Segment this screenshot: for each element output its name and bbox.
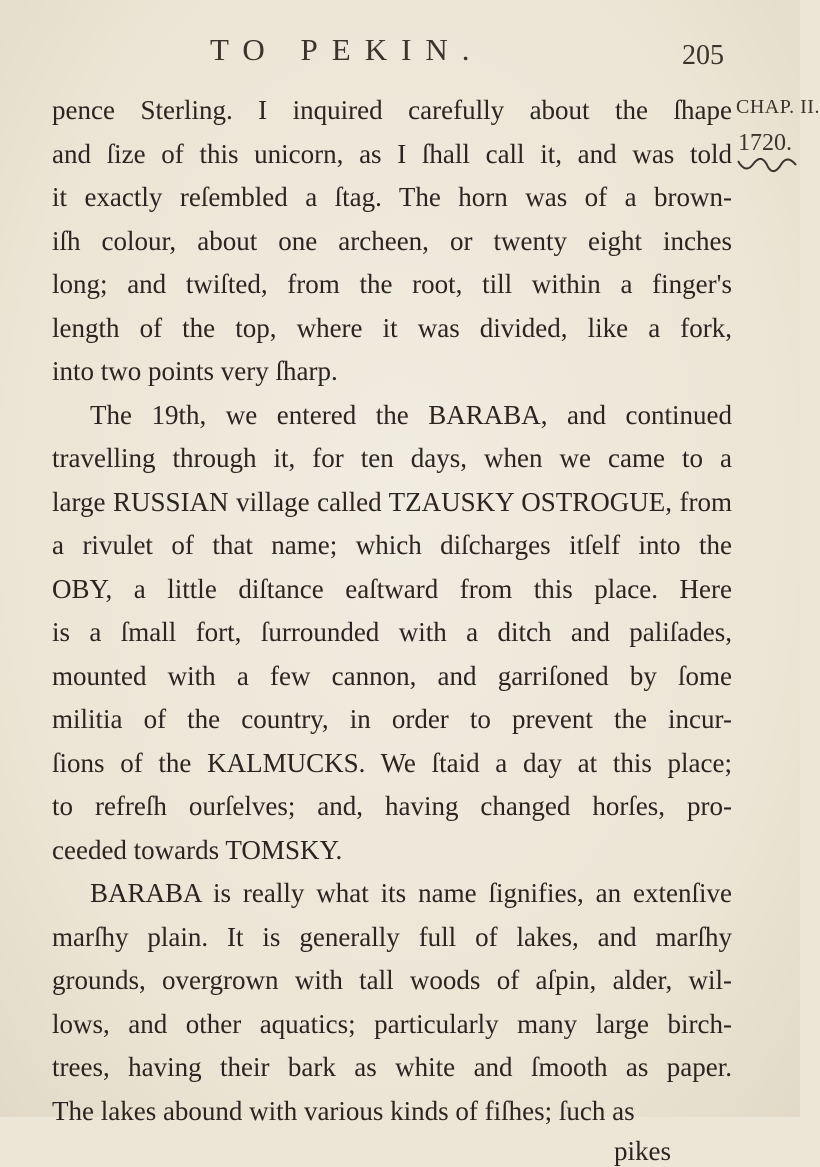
- text-line: travelling through it, for ten days, when we came to a: [52, 443, 732, 473]
- text-line: and ſize of this unicorn, as I ſhall call it, and was told: [52, 138, 732, 169]
- page-number: 205: [682, 40, 724, 71]
- text-line: lows, and other aquatics; particularly many large birch-: [52, 1008, 732, 1039]
- text-line: mounted with a few cannon, and garriſoned by ſome: [52, 660, 732, 691]
- text-line: militia of the country, in order to prevent the incur-: [52, 704, 732, 734]
- text-line: ceeded towards TOMSKY.: [52, 834, 343, 865]
- text-line: The 19th, we entered the BARABA, and continued: [90, 399, 732, 430]
- text-line: ſions of the KALMUCKS. We ſtaid a day at this place;: [52, 747, 732, 778]
- catchword: pikes: [614, 1136, 671, 1166]
- text-line: it exactly reſembled a ſtag. The horn was of a brown-: [52, 182, 732, 212]
- text-line: to refreſh ourſelves; and, having changed horſes, pro-: [52, 791, 732, 821]
- text-line: length of the top, where it was divided, like a fork,: [52, 312, 732, 343]
- text-line: iſh colour, about one archeen, or twenty eight inches: [52, 225, 732, 256]
- text-line: trees, having their bark as white and ſmooth as paper.: [52, 1052, 732, 1082]
- text-line: large RUSSIAN village called TZAUSKY OSTROGUE, from: [52, 486, 732, 517]
- running-title: TO PEKIN.: [210, 32, 484, 67]
- text-line: pence Sterling. I inquired carefully about the ſhape: [52, 95, 732, 125]
- text-line: is a ſmall fort, ſurrounded with a ditch and paliſades,: [52, 617, 732, 647]
- margin-year-note: 1720.: [738, 130, 792, 156]
- text-line: The lakes abound with various kinds of fiſhes; ſuch as: [52, 1095, 635, 1126]
- text-line: a rivulet of that name; which diſcharges itſelf into the: [52, 530, 732, 560]
- text-line: marſhy plain. It is generally full of lakes, and marſhy: [52, 921, 732, 952]
- margin-chapter-note: CHAP. II.: [736, 96, 820, 118]
- text-line: BARABA is really what its name ſignifies, an extenſive: [90, 878, 732, 908]
- text-line: into two points very ſharp.: [52, 356, 338, 386]
- text-line: long; and twiſted, from the root, till within a finger's: [52, 269, 732, 299]
- text-line: grounds, overgrown with tall woods of aſpin, alder, wil-: [52, 965, 732, 995]
- text-line: OBY, a little diſtance eaſtward from this place. Here: [52, 573, 732, 604]
- flourish-ornament-icon: [736, 155, 798, 177]
